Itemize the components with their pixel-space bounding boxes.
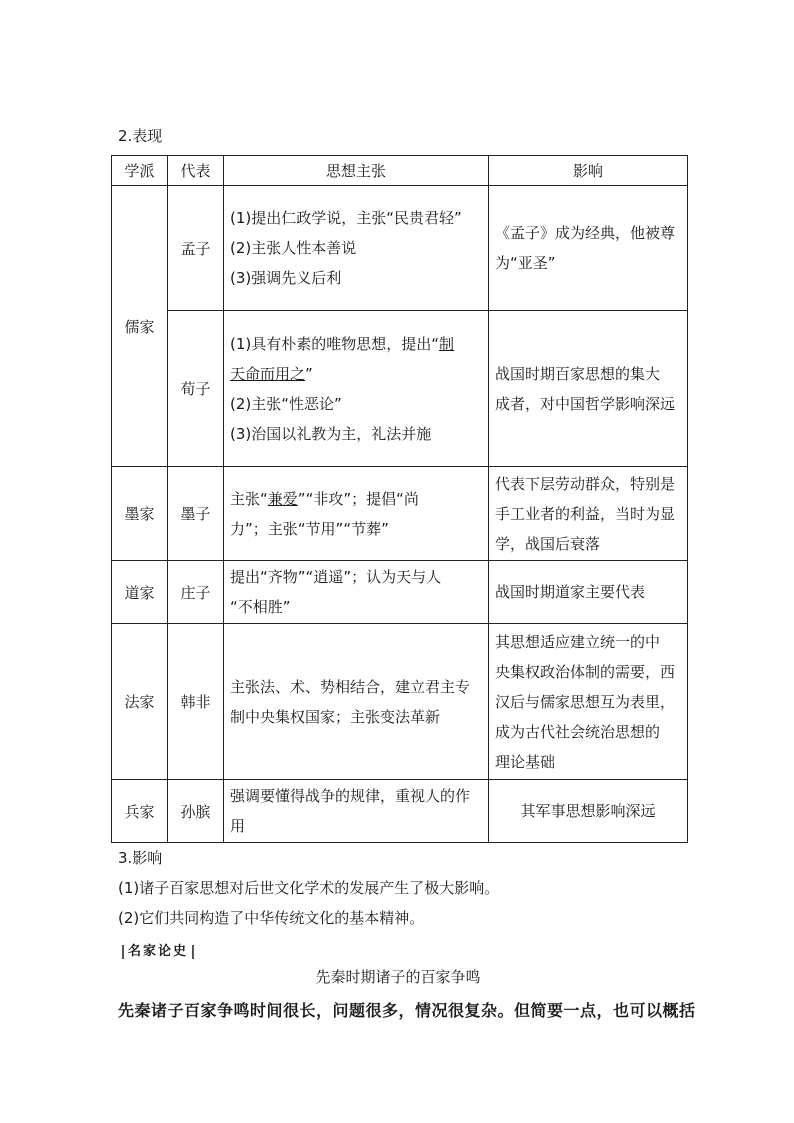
school-cell: 法家 [112,624,168,780]
influence-line: 战国时期百家思想的集大 [495,364,661,383]
ideas-cell [224,186,489,311]
underlined-term: 制 [439,334,455,353]
ideas-cell [224,561,489,624]
header-school: 学派 [112,156,168,186]
article-title: 先秦时期诸子的百家争鸣 [315,968,481,986]
influence-cell [489,780,688,843]
table-row [112,311,688,467]
badge-bar-right [192,945,194,959]
rep-cell: 韩非 [168,624,224,780]
ideas-line [230,359,482,389]
section-3-item: (2)它们共同构造了中华传统文化的基本精神。 [118,909,425,927]
table-row [112,780,688,843]
ideas-line: 力”；主张“节用”“节葬” [230,519,389,538]
rep-cell: 荀子 [168,311,224,467]
influence-line: 成者，对中国哲学影响深远 [495,394,676,413]
ideas-text: 主张“ [230,489,268,508]
ideas-line [230,329,482,359]
ideas-line: 提出“齐物”“逍遥”；认为天与人 [230,568,442,586]
ideas-line: (3)强调先义后利 [230,269,342,287]
table-row [112,561,688,624]
influence-line: 战国时期道家主要代表 [495,583,646,601]
influence-line: 代表下层劳动群众，特别是 [495,474,676,493]
header-rep: 代表 [168,156,224,186]
rep-cell: 孟子 [168,186,224,311]
influence-line: 手工业者的利益，当时为显 [495,504,676,523]
badge-label: 名家论史 [128,944,189,959]
influence-line: 央集权政治体制的需要，西 [495,662,676,681]
table-header-row [112,156,688,186]
influence-cell [489,561,688,624]
school-cell: 道家 [112,561,168,624]
school-cell: 兵家 [112,780,168,843]
ideas-line: 制中央集权国家；主张变法革新 [230,707,441,726]
ideas-text: (1)具有朴素的唯物思想，提出“ [230,334,440,353]
rep-cell: 庄子 [168,561,224,624]
influence-line: 理论基础 [495,752,556,771]
rep-cell: 孙膑 [168,780,224,843]
schools-table [111,155,688,843]
ideas-line: (1)提出仁政学说，主张“民贵君轻” [230,209,462,227]
section-3-heading: 3.影响 [118,849,163,867]
influence-line: 汉后与儒家思想互为表里， [495,692,676,711]
mingjia-badge [118,940,198,959]
ideas-line: (3)治国以礼教为主，礼法并施 [230,424,432,443]
ideas-line: 主张法、术、势相结合，建立君主专 [230,677,471,696]
rep-cell: 墨子 [168,467,224,561]
influence-line: 其军事思想影响深远 [520,802,656,820]
influence-cell [489,311,688,467]
influence-line: 为“亚圣” [495,254,556,272]
influence-cell [489,467,688,561]
ideas-cell [224,780,489,843]
ideas-line: (2)主张“性恶论” [230,394,342,413]
table-row [112,186,688,311]
school-cell: 儒家 [112,186,168,467]
ideas-line: “不相胜” [230,598,291,616]
underlined-term: 兼爱 [267,489,298,508]
ideas-line: (2)主张人性本善说 [230,239,357,257]
influence-cell [489,624,688,780]
section-2-heading: 2.表现 [118,127,163,145]
table-row [112,624,688,780]
influence-line: 《孟子》成为经典，他被尊 [495,224,676,242]
badge-bar-left [122,945,124,959]
school-cell: 墨家 [112,467,168,561]
ideas-text: ”“非攻”；提倡“尚 [297,489,419,508]
ideas-line: 强调要懂得战争的规律，重视人的作 [230,787,471,805]
ideas-cell [224,467,489,561]
influence-line: 其思想适应建立统一的中 [495,632,661,651]
ideas-text: ” [305,364,313,383]
underlined-term: 天命而用之 [230,364,306,383]
ideas-cell [224,311,489,467]
section-3-item: (1)诸子百家思想对后世文化学术的发展产生了极大影响。 [118,879,500,897]
header-ideas: 思想主张 [224,156,489,186]
article-text: 先秦诸子百家争鸣时间很长，问题很多，情况很复杂。但简要一点，也可以概括 [118,1001,696,1020]
influence-line: 成为古代社会统治思想的 [495,722,661,741]
influence-cell [489,186,688,311]
ideas-line: 用 [230,817,246,835]
ideas-line [230,484,482,514]
influence-line: 学，战国后衰落 [495,534,601,553]
ideas-cell [224,624,489,780]
table-row [112,467,688,561]
header-influence: 影响 [489,156,688,186]
